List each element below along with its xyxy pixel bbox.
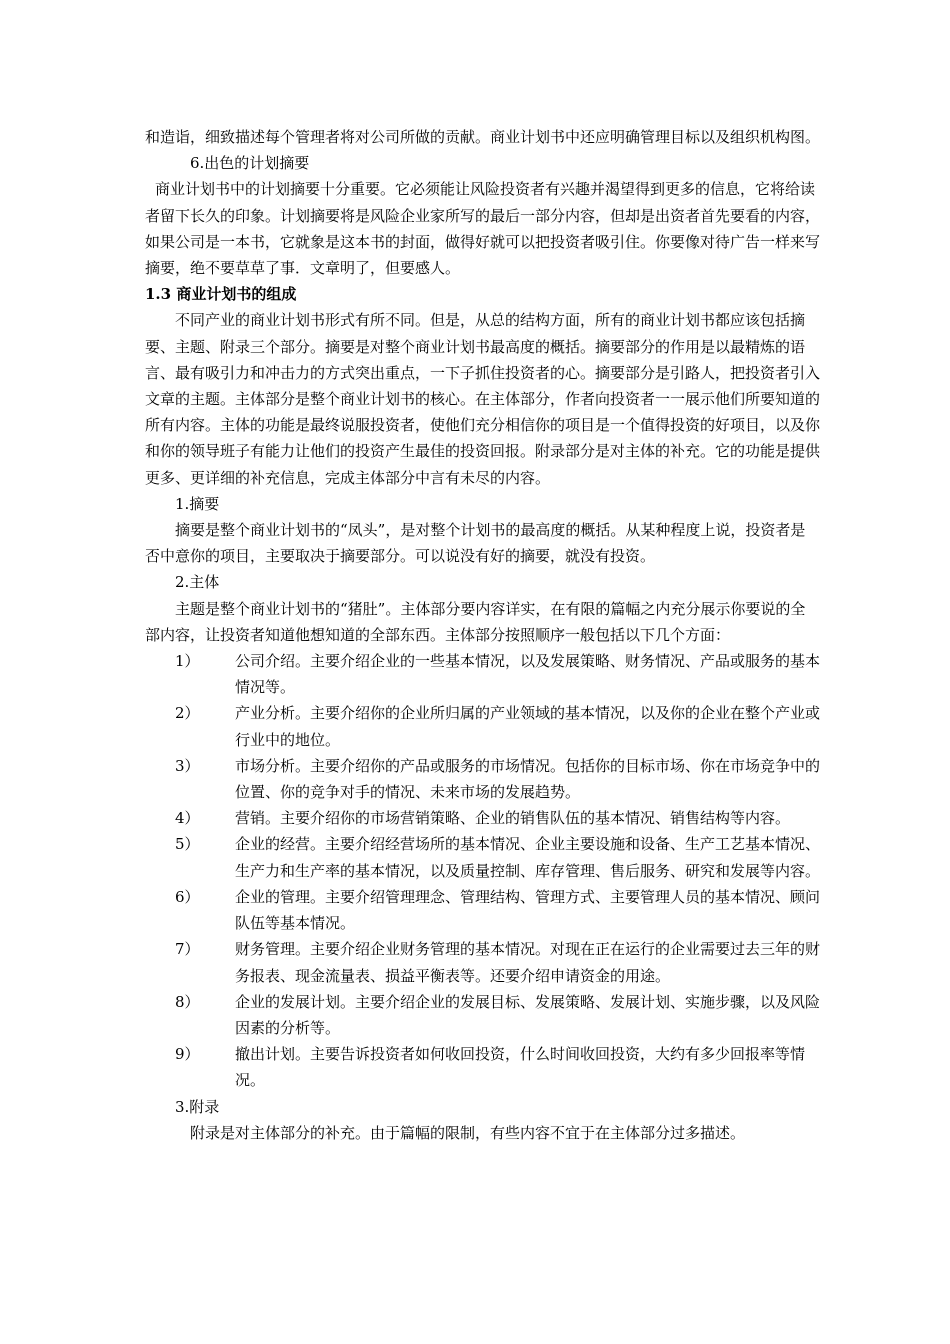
section-6-paragraph: 商业计划书中的计划摘要十分重要。它必须能让风险投资者有兴趣并渴望得到更多的信息，它将给读者留下长久的印象。计划摘要将是风险企业家所写的最后一部分内容，但却是出资者首先要看的内容，如果公司是一本书，它就象是这本书的封面，做得好就可以把投资者吸引住。你要像对待广告一样来写摘要，绝不要草草了事．文章明了，但要感人。 xyxy=(145,180,821,278)
section-1-3-paragraph: 不同产业的商业计划书形式有所不同。但是，从总的结构方面，所有的商业计划书都应该包括摘要、主题、附录三个部分。摘要是对整个商业计划书最高度的概括。摘要部分的作用是以最精炼的语言、最有吸引力和冲击力的方式突出重点，一下子抓住投资者的心。摘要部分是引路人，把投资者引入文章的主题。主体部分是整个商业计划书的核心。在主体部分，作者向投资者一一展示他们所要知道的所有内容。主体的功能是最终说服投资者，使他们充分相信你的项目是一个值得投资的好项目，以及你和你的领导班子有能力让他们的投资产生最佳的投资回报。附录部分是对主体的补充。它的功能是提供更多、更详细的补充信息，完成主体部分中言有未尽的内容。 xyxy=(145,311,821,487)
list-item-text: 财务管理。主要介绍企业财务管理的基本情况。对现在正在运行的企业需要过去三年的财务报表、现金流量表、损益平衡表等。还要介绍申请资金的用途。 xyxy=(235,940,821,985)
intro-paragraph: 和造诣，细致描述每个管理者将对公司所做的贡献。商业计划书中还应明确管理目标以及组织机构图。 xyxy=(145,128,821,146)
list-item xyxy=(145,831,820,883)
section-6-heading: 6.出色的计划摘要 xyxy=(190,154,310,173)
list-item-text: 公司介绍。主要介绍企业的一些基本情况，以及发展策略、财务情况、产品或服务的基本情况等。 xyxy=(235,652,821,697)
subsection-body-paragraph: 主题是整个商业计划书的“猪肚”。主体部分要内容详实，在有限的篇幅之内充分展示你要说的全部内容，让投资者知道他想知道的全部东西。主体部分按照顺序一般包括以下几个方面： xyxy=(145,599,806,644)
list-item xyxy=(145,884,820,936)
document-body xyxy=(145,124,820,1146)
list-item xyxy=(145,648,820,700)
list-item-number: 4） xyxy=(175,809,200,828)
list-item-number: 3） xyxy=(175,756,200,775)
subsection-appendix-heading: 3.附录 xyxy=(175,1097,220,1116)
subsection-appendix-paragraph: 附录是对主体部分的补充。由于篇幅的限制，有些内容不宜于在主体部分过多描述。 xyxy=(190,1123,746,1142)
list-item-number: 8） xyxy=(175,992,200,1011)
list-item-number: 1） xyxy=(175,652,200,671)
list-item xyxy=(145,1041,820,1093)
list-item xyxy=(145,805,820,831)
list-item xyxy=(145,700,820,752)
list-item-number: 7） xyxy=(175,940,200,959)
list-item-number: 9） xyxy=(175,1045,200,1064)
list-item xyxy=(145,936,820,988)
list-item xyxy=(145,753,820,805)
list-item-number: 5） xyxy=(175,835,200,854)
list-item-text: 市场分析。主要介绍你的产品或服务的市场情况。包括你的目标市场、你在市场竞争中的位置、你的竞争对手的情况、未来市场的发展趋势。 xyxy=(235,756,821,802)
numbered-list xyxy=(145,648,820,1093)
list-item-text: 营销。主要介绍你的市场营销策略、企业的销售队伍的基本情况、销售结构等内容。 xyxy=(235,809,791,828)
list-item-text: 企业的管理。主要介绍管理理念、管理结构、管理方式、主要管理人员的基本情况、顾问队伍等基本情况。 xyxy=(235,887,821,933)
list-item-number: 6） xyxy=(175,887,200,906)
list-item-text: 撤出计划。主要告诉投资者如何收回投资，什么时间收回投资，大约有多少回报率等情况。 xyxy=(235,1045,806,1090)
list-item-number: 2） xyxy=(175,704,200,723)
section-1-3-heading: 1.3 商业计划书的组成 xyxy=(145,285,297,304)
list-item-text: 产业分析。主要介绍你的企业所归属的产业领域的基本情况，以及你的企业在整个产业或行业中的地位。 xyxy=(235,704,821,749)
list-item-text: 企业的经营。主要介绍经营场所的基本情况、企业主要设施和设备、生产工艺基本情况、生产力和生产率的基本情况，以及质量控制、库存管理、售后服务、研究和发展等内容。 xyxy=(235,835,821,880)
subsection-abstract-heading: 1.摘要 xyxy=(175,494,220,513)
subsection-body-heading: 2.主体 xyxy=(175,573,220,592)
list-item-text: 企业的发展计划。主要介绍企业的发展目标、发展策略、发展计划、实施步骤，以及风险因素的分析等。 xyxy=(235,992,821,1037)
subsection-abstract-paragraph: 摘要是整个商业计划书的“凤头”，是对整个计划书的最高度的概括。从某种程度上说，投资者是否中意你的项目，主要取决于摘要部分。可以说没有好的摘要，就没有投资。 xyxy=(145,521,806,566)
list-item xyxy=(145,989,820,1041)
